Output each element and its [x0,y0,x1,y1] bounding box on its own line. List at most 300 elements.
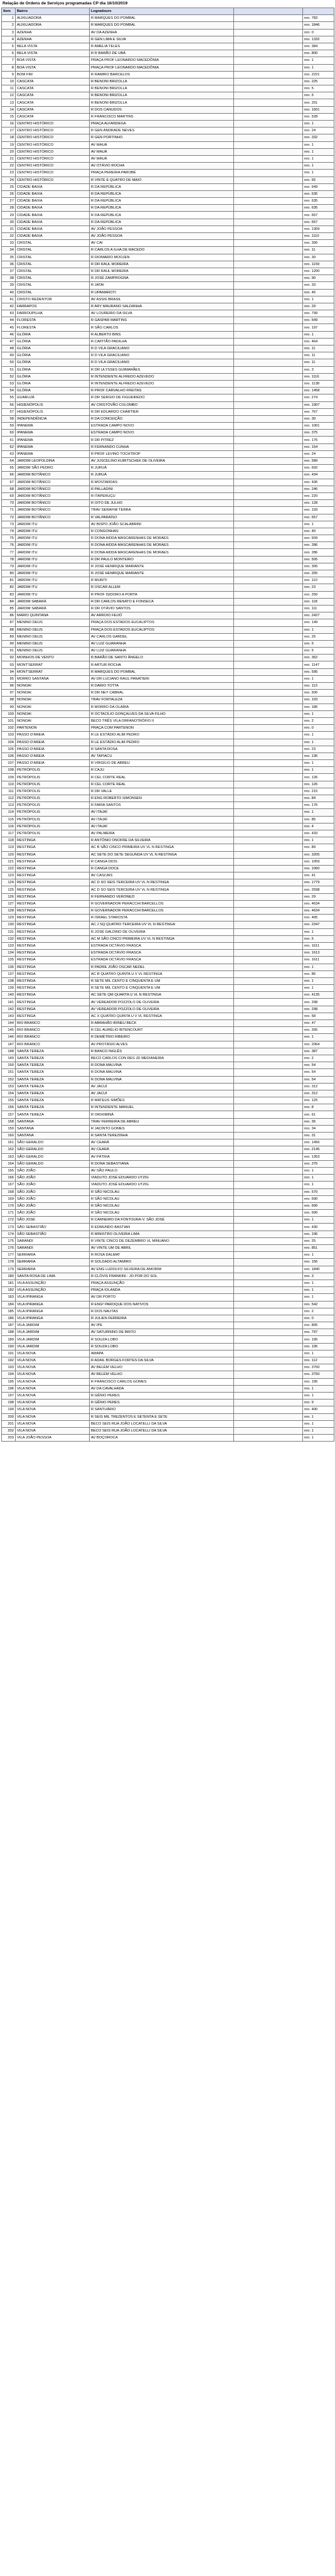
logradouro-cell: PRAÇA DOS ESTADOS EUCALIPTOS [90,626,234,633]
table-row [2,226,334,232]
bairro-cell: RESTINGA [16,879,90,886]
bairro-cell: CENTRO HISTÓRICO [16,177,90,183]
table-row [2,577,334,584]
header-number [303,8,334,15]
spacer-cell [234,205,303,212]
table-row [2,542,334,549]
logradouro-cell: AV VEREADOR POZZOLO DE OLIVEIRA [90,1006,234,1013]
table-row [2,352,334,359]
number-cell: nro. 649 [303,183,334,190]
logradouro-cell: R DR PAULO MONTEIRO [90,556,234,563]
spacer-cell [234,774,303,781]
spacer-cell [234,1329,303,1336]
item-cell: 133 [2,942,16,949]
bairro-cell: JARDIM LEOPOLDINA [16,458,90,465]
item-cell: 52 [2,373,16,380]
bairro-cell: NONOAI [16,717,90,724]
logradouro-cell: AV LUIZ GUARANHA [90,648,234,655]
header-logradouro: Logradouro [90,8,234,15]
spacer-cell [234,675,303,682]
table-row [2,1392,334,1399]
table-row [2,394,334,401]
logradouro-cell: AV TAPIACU [90,753,234,759]
bairro-cell: CENTRO HISTÓRICO [16,141,90,148]
spacer-cell [234,401,303,408]
item-cell: 183 [2,1294,16,1301]
number-cell: nro. 1 [303,296,334,303]
logradouro-cell: R DR RAUL MOREIRA [90,261,234,268]
logradouro-cell: R DR EDUARDO CHARTIER [90,408,234,415]
bairro-cell: CIDADE BAIXA [16,219,90,226]
spacer-cell [234,1336,303,1343]
item-cell: 121 [2,858,16,865]
item-cell: 191 [2,1350,16,1357]
spacer-cell [234,1301,303,1308]
logradouro-cell: AV DR PORTO [90,1294,234,1301]
logradouro-cell: R D VILA GRACILIANO [90,359,234,366]
item-cell: 170 [2,1202,16,1209]
number-cell: nro. 11 [303,359,334,366]
table-row [2,240,334,247]
item-cell: 8 [2,64,16,71]
item-cell: 103 [2,732,16,739]
spacer-cell [234,661,303,668]
table-row [2,507,334,514]
logradouro-cell: AV JUSCELINO KUBITSCHEK DE OLIVEIRA [90,458,234,465]
number-cell: nro. 312 [303,1083,334,1090]
spacer-cell [234,528,303,535]
item-cell: 47 [2,338,16,345]
bairro-cell: SÃO GERALDO [16,1153,90,1160]
table-row [2,739,334,746]
number-cell: nro. 1 [303,121,334,128]
item-cell: 96 [2,683,16,690]
bairro-cell: BELA VISTA [16,50,90,57]
item-cell: 53 [2,380,16,387]
number-cell: nro. 25 [303,633,334,640]
item-cell: 6 [2,50,16,57]
number-cell: nro. 1 [303,148,334,155]
item-cell: 91 [2,648,16,655]
item-cell: 118 [2,837,16,844]
bairro-cell: RESTINGA [16,886,90,893]
item-cell: 64 [2,458,16,465]
number-cell: nro. 1 [303,1252,334,1259]
table-row [2,521,334,528]
item-cell: 124 [2,879,16,886]
bairro-cell: VILA JARDIM [16,1343,90,1350]
logradouro-cell: TRAV SERAFIM TERRA [90,507,234,514]
item-cell: 176 [2,1245,16,1252]
table-row [2,1385,334,1392]
spacer-cell [234,1020,303,1027]
item-cell: 104 [2,739,16,746]
spacer-cell [234,1006,303,1013]
bairro-cell: MENINO DEUS [16,619,90,626]
item-cell: 41 [2,296,16,303]
number-cell: nro. 5 [303,640,334,647]
table-row [2,1104,334,1111]
spacer-cell [234,921,303,928]
table-row [2,64,334,71]
table-row [2,1237,334,1244]
spacer-cell [234,22,303,29]
bairro-cell: GLÓRIA [16,331,90,338]
logradouro-cell: PRAÇA PEREIRA PAROBÉ [90,170,234,177]
number-cell: nro. 1907 [303,401,334,408]
item-cell: 198 [2,1399,16,1406]
bairro-cell: VILA NOVA [16,1378,90,1385]
bairro-cell: VILA IPIRANGA [16,1301,90,1308]
table-row [2,423,334,430]
item-cell: 94 [2,668,16,675]
table-row [2,732,334,739]
item-cell: 180 [2,1273,16,1280]
table-row [2,865,334,872]
item-cell: 5 [2,43,16,50]
table-row [2,1231,334,1237]
item-cell: 58 [2,415,16,422]
bairro-cell: VILA NOVA [16,1420,90,1427]
spacer-cell [234,739,303,746]
logradouro-cell: R CAJU [90,767,234,774]
table-row [2,331,334,338]
item-cell: 187 [2,1322,16,1329]
bairro-cell: RESTINGA [16,1013,90,1019]
logradouro-cell: R JURUÁ [90,465,234,472]
number-cell: nro. 40 [303,528,334,535]
table-row [2,282,334,289]
spacer-cell [234,1427,303,1434]
logradouro-cell: R SANTA ROSA [90,746,234,753]
item-cell: 21 [2,155,16,162]
spacer-cell [234,261,303,268]
number-cell: nro. 0 [303,29,334,36]
item-cell: 60 [2,430,16,437]
table-row [2,942,334,949]
number-cell: nro. 1332 [303,36,334,43]
bairro-cell: RIO BRANCO [16,1034,90,1041]
logradouro-cell: R DONA AIDDA MASCARENHAS DE MORAES [90,542,234,549]
table-row [2,163,334,170]
table-row [2,373,334,380]
spacer-cell [234,1364,303,1371]
number-cell: nro. 89 [303,844,334,851]
item-cell: 169 [2,1195,16,1202]
bairro-cell: SARANDI [16,1237,90,1244]
item-cell: 16 [2,121,16,128]
bairro-cell: JARDIM ITU [16,584,90,591]
number-cell: nro. 1059 [303,858,334,865]
bairro-cell: JARDIM ITU [16,563,90,570]
number-cell: nro. 635 [303,205,334,212]
spacer-cell [234,935,303,942]
item-cell: 85 [2,605,16,612]
table-row [2,1266,334,1273]
table-row [2,345,334,352]
item-cell: 120 [2,851,16,858]
spacer-cell [234,563,303,570]
logradouro-cell: R GÊNIO PERES [90,1392,234,1399]
bairro-cell: BOA VISTA [16,57,90,64]
item-cell: 87 [2,619,16,626]
logradouro-cell: AC B SÃO CINCO PRIMEIRA UV VL N RESTINGA [90,844,234,851]
bairro-cell: FLORESTA [16,317,90,324]
spacer-cell [234,507,303,514]
bairro-cell: CENTRO HISTÓRICO [16,148,90,155]
logradouro-cell: ESTRADA OCTÁVIO FRASCA [90,957,234,964]
bairro-cell: PASSO D'AREIA [16,753,90,759]
number-cell: nro. 5 [303,935,334,942]
table-row [2,992,334,999]
item-cell: 129 [2,915,16,921]
bairro-cell: VILA NOVA [16,1399,90,1406]
item-cell: 190 [2,1343,16,1350]
number-cell: nro. 1200 [303,268,334,274]
spacer-cell [234,1083,303,1090]
number-cell: nro. 30 [303,415,334,422]
spacer-cell [234,830,303,837]
table-row [2,1175,334,1182]
table-row [2,648,334,655]
table-row [2,612,334,619]
table-row [2,746,334,753]
item-cell: 155 [2,1097,16,1104]
table-row [2,1329,334,1336]
logradouro-cell: ESTRADA CAMPO NOVO [90,423,234,430]
logradouro-cell: R VINTE CINCO DE DEZEMBRO VL MINUANO [90,1237,234,1244]
item-cell: 203 [2,1435,16,1442]
spacer-cell [234,296,303,303]
item-cell: 80 [2,570,16,577]
logradouro-cell: R GEN PORTINHO [90,134,234,141]
table-row [2,1182,334,1188]
logradouro-cell: AV BISPO JOÃO SCALABRINI [90,521,234,528]
bairro-cell: BELA VISTA [16,43,90,50]
item-cell: 29 [2,212,16,219]
spacer-cell [234,816,303,823]
logradouro-cell: AC X QUATRO QUINTA U V VL RESTINGA [90,1013,234,1019]
number-cell: nro. 54 [303,1069,334,1076]
table-row [2,605,334,612]
number-cell: nro. 1 [303,1280,334,1286]
spacer-cell [234,310,303,317]
spacer-cell [234,1104,303,1111]
logradouro-cell: PRAÇA COM PARTENON [90,725,234,732]
number-cell: nro. 65 [303,177,334,183]
item-cell: 164 [2,1160,16,1167]
spacer-cell [234,1231,303,1237]
table-row [2,437,334,443]
number-cell: nro. 1 [303,1385,334,1392]
spacer-cell [234,275,303,282]
table-row [2,22,334,29]
spacer-cell [234,1125,303,1132]
number-cell: nro. 126 [303,781,334,788]
spacer-cell [234,823,303,830]
number-cell: nro. 332 [303,134,334,141]
logradouro-cell: R BANCO INGLÊS [90,1048,234,1055]
item-cell: 78 [2,556,16,563]
bairro-cell: GLÓRIA [16,388,90,394]
spacer-cell [234,345,303,352]
bairro-cell: MENINO DEUS [16,648,90,655]
bairro-cell: INDEPENDÊNCIA [16,415,90,422]
logradouro-cell: R MURITI [90,577,234,584]
spacer-cell [234,1076,303,1083]
item-cell: 20 [2,148,16,155]
item-cell: 70 [2,500,16,507]
spacer-cell [234,430,303,437]
spacer-cell [234,99,303,106]
spacer-cell [234,1343,303,1350]
item-cell: 193 [2,1364,16,1371]
logradouro-cell: R MARQUES DO POMBAL [90,668,234,675]
table-row [2,1202,334,1209]
bairro-cell: JARDIM BOTÂNICO [16,479,90,486]
table-row [2,1287,334,1294]
table-row [2,492,334,499]
bairro-cell: FARRAPOS [16,303,90,310]
bairro-cell: JARDIM BOTÂNICO [16,486,90,492]
table-row [2,177,334,183]
number-cell: nro. 3205 [303,851,334,858]
item-cell: 197 [2,1392,16,1399]
item-cell: 145 [2,1027,16,1034]
bairro-cell: PETRÓPOLIS [16,781,90,788]
table-row [2,1013,334,1019]
logradouro-cell: PRAÇA DOS ESTADOS EUCALIPTOS [90,619,234,626]
bairro-cell: CENTRO HISTÓRICO [16,121,90,128]
logradouro-cell: AV ASSIS BRASIL [90,296,234,303]
number-cell: nro. 1138 [303,380,334,387]
table-row [2,359,334,366]
logradouro-cell: R JULIEN FERREIRA [90,1315,234,1322]
spacer-cell [234,50,303,57]
spacer-cell [234,472,303,479]
table-row [2,317,334,324]
bairro-cell: CENTRO HISTÓRICO [16,163,90,170]
spacer-cell [234,289,303,296]
spacer-cell [234,1266,303,1273]
table-row [2,1245,334,1252]
logradouro-cell: ESTRADA OCTÁVIO FRASCA [90,942,234,949]
logradouro-cell: AV LOUREIRO DA SILVA [90,310,234,317]
logradouro-cell: R DA REPÚBLICA [90,190,234,197]
table-row [2,921,334,928]
table-row [2,886,334,893]
item-cell: 46 [2,331,16,338]
spacer-cell [234,317,303,324]
spacer-cell [234,837,303,844]
number-cell: nro. 1 [303,739,334,746]
spacer-cell [234,1118,303,1125]
logradouro-cell: TRAV FORTALEZA [90,697,234,704]
number-cell: nro. 1 [303,767,334,774]
bairro-cell: VILA JARDIM [16,1329,90,1336]
number-cell: nro. 1 [303,521,334,528]
logradouro-cell: VIADUTO JOSÉ EDUARDO UTZIG [90,1182,234,1188]
table-row [2,556,334,563]
spacer-cell [234,1406,303,1413]
spacer-cell [234,612,303,619]
item-cell: 135 [2,957,16,964]
table-row [2,275,334,282]
number-cell: nro. 570 [303,1188,334,1195]
spacer-cell [234,233,303,240]
table-row [2,774,334,781]
number-cell: nro. 31 [303,1133,334,1139]
spacer-cell [234,29,303,36]
item-cell: 201 [2,1420,16,1427]
bairro-cell: RESTINGA [16,865,90,872]
number-cell: nro. 23 [303,746,334,753]
item-cell: 63 [2,450,16,457]
item-cell: 13 [2,99,16,106]
number-cell: nro. 29 [303,303,334,310]
bairro-cell: VILA JARDIM [16,1336,90,1343]
item-cell: 69 [2,492,16,499]
item-cell: 182 [2,1287,16,1294]
item-cell: 158 [2,1118,16,1125]
number-cell: nro. 595 [303,668,334,675]
spacer-cell [234,170,303,177]
item-cell: 4 [2,36,16,43]
logradouro-cell: R AMELIA TELES [90,43,234,50]
number-cell: nro. 400 [303,1406,334,1413]
number-cell: nro. 1 [303,1350,334,1357]
table-row [2,324,334,331]
bairro-cell: RESTINGA [16,851,90,858]
number-cell: nro. 805 [303,1322,334,1329]
table-row [2,254,334,261]
table-row [2,1280,334,1286]
number-cell: nro. 2 [303,717,334,724]
item-cell: 84 [2,598,16,605]
logradouro-cell: BECO CARLOS CON RES JD MEDIANEIRA [90,1055,234,1062]
spacer-cell [234,957,303,964]
spacer-cell [234,1315,303,1322]
table-row [2,71,334,78]
table-row [2,872,334,879]
bairro-cell: GLÓRIA [16,359,90,366]
spacer-cell [234,668,303,675]
bairro-cell: JARDIM BOTÂNICO [16,507,90,514]
number-cell: nro. 4634 [303,908,334,915]
spacer-cell [234,1392,303,1399]
logradouro-cell: R SETE MIL CENTO E CINQUENTA E UM [90,985,234,992]
item-cell: 123 [2,872,16,879]
item-cell: 134 [2,950,16,957]
table-row [2,626,334,633]
item-cell: 101 [2,717,16,724]
item-cell: 106 [2,753,16,759]
logradouro-cell: R CLÓVIS FRANKINI - JO POR DO SOL [90,1273,234,1280]
bairro-cell: HIGIENÓPOLIS [16,401,90,408]
spacer-cell [234,394,303,401]
number-cell: nro. 11 [303,247,334,254]
table-row [2,1364,334,1371]
logradouro-cell: AC J SQ QUATRO TERCEIRA UV VL N RESTINGA [90,921,234,928]
logradouro-cell: AV MAUÁ [90,148,234,155]
spacer-cell [234,1097,303,1104]
item-cell: 111 [2,788,16,795]
logradouro-cell: AV ITAJAÍ [90,809,234,816]
item-cell: 186 [2,1315,16,1322]
spacer-cell [234,450,303,457]
table-row [2,78,334,85]
bairro-cell: IPANEMA [16,443,90,450]
